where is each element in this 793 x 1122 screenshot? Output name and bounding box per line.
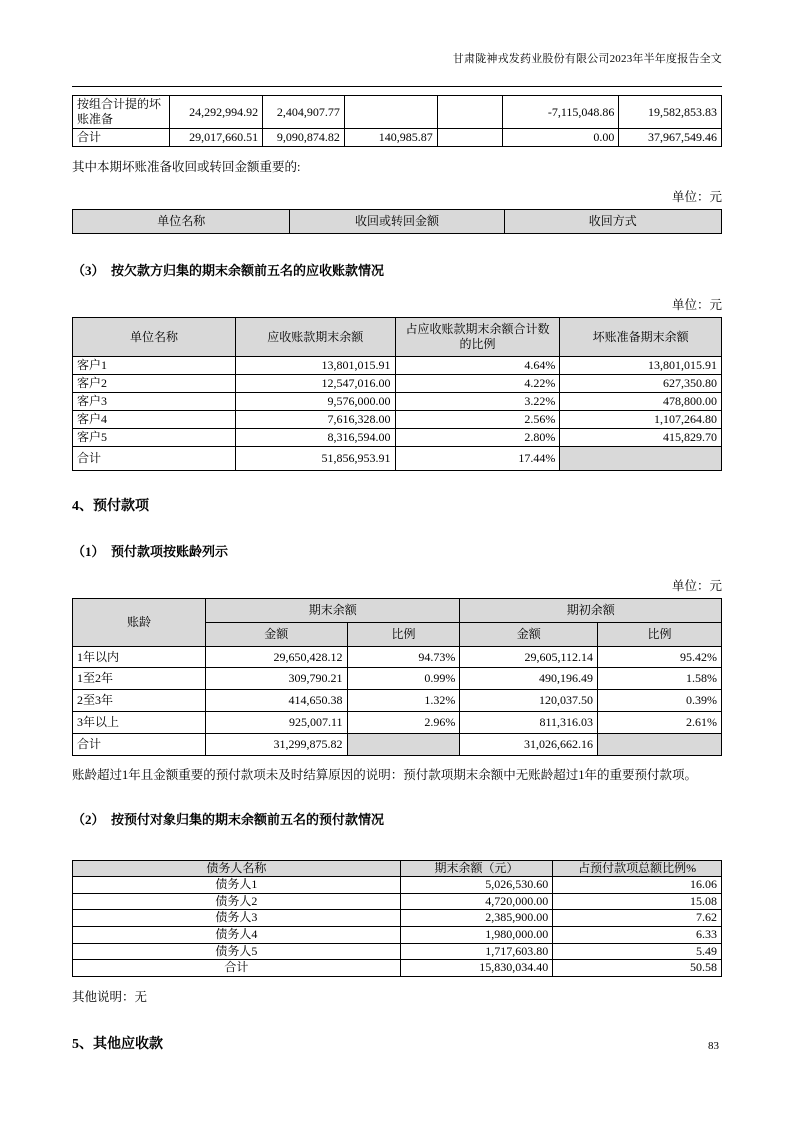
table-row — [73, 893, 722, 910]
column-header: 收回方式 — [504, 210, 721, 234]
shaded-cell — [598, 733, 722, 755]
amount-cell: 5,026,530.60 — [400, 877, 553, 894]
aging-explanation-note: 账龄超过1年且金额重要的预付款项未及时结算原因的说明：预付款项期末余额中无账龄超过1年的重要预付款项。 — [72, 767, 698, 782]
amount-cell: 29,650,428.12 — [206, 646, 347, 668]
customer-name: 客户5 — [73, 429, 236, 447]
debtor-name: 债务人2 — [73, 893, 401, 910]
report-header-title: 甘肃陇神戎发药业股份有限公司2023年半年度报告全文 — [452, 53, 722, 65]
ratio-cell: 2.61% — [598, 711, 722, 733]
amount-cell: 9,576,000.00 — [235, 393, 395, 411]
column-header: 账龄 — [73, 599, 206, 647]
amount-cell: 12,547,016.00 — [235, 375, 395, 393]
amount-cell: 1,717,603.80 — [400, 943, 553, 960]
row-label: 合计 — [73, 960, 401, 977]
table-row — [73, 393, 722, 411]
column-header: 金额 — [460, 622, 598, 646]
table-row — [73, 943, 722, 960]
ratio-cell: 0.99% — [347, 668, 460, 690]
amount-cell: 414,650.38 — [206, 690, 347, 712]
amount-cell: 4,720,000.00 — [400, 893, 553, 910]
column-header: 期末余额（元） — [400, 860, 553, 877]
table-row — [73, 429, 722, 447]
table-header-row — [73, 210, 722, 234]
column-header: 金额 — [206, 622, 347, 646]
table-row — [73, 646, 722, 668]
amount-cell: 8,316,594.00 — [235, 429, 395, 447]
ratio-cell: 1.32% — [347, 690, 460, 712]
amount-cell: 120,037.50 — [460, 690, 598, 712]
section-3-heading: （3） 按欠款方归集的期末余额前五名的应收账款情况 — [72, 263, 385, 278]
unit-label: 单位：元 — [671, 190, 722, 204]
other-note: 其他说明：无 — [72, 989, 148, 1004]
debtor-name: 债务人5 — [73, 943, 401, 960]
column-header: 占预付款项总额比例% — [553, 860, 722, 877]
empty-cell — [344, 96, 437, 129]
amount-cell: 7,616,328.00 — [235, 411, 395, 429]
amount-cell: 31,299,875.82 — [206, 733, 347, 755]
amount-cell: 2,404,907.77 — [263, 96, 345, 129]
amount-cell: 15,830,034.40 — [400, 960, 553, 977]
table-row — [73, 668, 722, 690]
column-header: 债务人名称 — [73, 860, 401, 877]
section-5-heading: 5、其他应收款 — [72, 1036, 163, 1052]
table-row — [73, 690, 722, 712]
amount-cell: 51,856,953.91 — [235, 447, 395, 471]
amount-cell: 925,007.11 — [206, 711, 347, 733]
amount-cell: 309,790.21 — [206, 668, 347, 690]
amount-cell: 31,026,662.16 — [460, 733, 598, 755]
customer-name: 客户2 — [73, 375, 236, 393]
aging-label: 2至3年 — [73, 690, 206, 712]
amount-cell: 0.00 — [502, 129, 619, 147]
table-row — [73, 411, 722, 429]
amount-cell: 415,829.70 — [560, 429, 722, 447]
prepayments-aging-table — [72, 598, 722, 756]
shaded-cell — [560, 447, 722, 471]
column-header: 单位名称 — [73, 210, 290, 234]
ratio-cell: 2.96% — [347, 711, 460, 733]
amount-cell: 13,801,015.91 — [560, 357, 722, 375]
ratio-cell: 16.06 — [553, 877, 722, 894]
report-header — [72, 50, 722, 87]
ratio-cell: 2.56% — [395, 411, 560, 429]
ratio-cell: 4.22% — [395, 375, 560, 393]
amount-cell: 478,800.00 — [560, 393, 722, 411]
section-4-2-heading: （2） 按预付对象归集的期末余额前五名的预付款情况 — [72, 811, 385, 827]
ratio-cell: 5.49 — [553, 943, 722, 960]
empty-cell — [437, 96, 502, 129]
debtor-name: 债务人4 — [73, 926, 401, 943]
debtor-name: 债务人3 — [73, 910, 401, 927]
column-group-header: 期初余额 — [460, 599, 722, 623]
table-total-row — [73, 960, 722, 977]
page-number: 83 — [708, 1040, 719, 1052]
ratio-cell: 17.44% — [395, 447, 560, 471]
amount-cell: 627,350.80 — [560, 375, 722, 393]
ratio-cell: 2.80% — [395, 429, 560, 447]
amount-cell: 2,385,900.00 — [400, 910, 553, 927]
unit-label: 单位：元 — [671, 298, 722, 312]
bad-debt-provision-table — [72, 95, 722, 147]
table-total-row — [73, 447, 722, 471]
table-row — [73, 96, 722, 129]
column-header: 收回或转回金额 — [290, 210, 504, 234]
amount-cell: 24,292,994.92 — [170, 96, 263, 129]
table-row — [73, 877, 722, 894]
ratio-cell: 50.58 — [553, 960, 722, 977]
row-label: 合计 — [73, 447, 236, 471]
ratio-cell: 4.64% — [395, 357, 560, 375]
amount-cell: 811,316.03 — [460, 711, 598, 733]
ratio-cell: 7.62 — [553, 910, 722, 927]
column-header: 比例 — [347, 622, 460, 646]
row-label: 按组合计提的坏账准备 — [73, 96, 170, 129]
customer-name: 客户1 — [73, 357, 236, 375]
column-header: 应收账款期末余额 — [235, 318, 395, 357]
amount-cell: 37,967,549.46 — [619, 129, 722, 147]
receivables-top5-table — [72, 317, 722, 471]
amount-cell: 9,090,874.82 — [263, 129, 345, 147]
ratio-cell: 0.39% — [598, 690, 722, 712]
aging-label: 1至2年 — [73, 668, 206, 690]
table-row — [73, 375, 722, 393]
empty-cell — [437, 129, 502, 147]
ratio-cell: 15.08 — [553, 893, 722, 910]
amount-cell: 13,801,015.91 — [235, 357, 395, 375]
table-total-row — [73, 129, 722, 147]
amount-cell: 490,196.49 — [460, 668, 598, 690]
table-row — [73, 711, 722, 733]
amount-cell: 1,107,264.80 — [560, 411, 722, 429]
section-4-heading: 4、预付款项 — [72, 499, 149, 514]
column-header: 比例 — [598, 622, 722, 646]
aging-label: 3年以上 — [73, 711, 206, 733]
aging-label: 1年以内 — [73, 646, 206, 668]
row-label: 合计 — [73, 733, 206, 755]
table-header-row — [73, 860, 722, 877]
recovery-note: 其中本期坏账准备收回或转回金额重要的: — [72, 160, 301, 174]
shaded-cell — [347, 733, 460, 755]
amount-cell: -7,115,048.86 — [502, 96, 619, 129]
customer-name: 客户4 — [73, 411, 236, 429]
amount-cell: 1,980,000.00 — [400, 926, 553, 943]
unit-label: 单位：元 — [671, 579, 722, 593]
table-row — [73, 357, 722, 375]
column-group-header: 期末余额 — [206, 599, 460, 623]
row-label: 合计 — [73, 129, 170, 147]
amount-cell: 19,582,853.83 — [619, 96, 722, 129]
table-header-row — [73, 599, 722, 623]
section-4-1-heading: （1） 预付款项按账龄列示 — [72, 544, 229, 559]
ratio-cell: 6.33 — [553, 926, 722, 943]
amount-cell: 29,605,112.14 — [460, 646, 598, 668]
table-total-row — [73, 733, 722, 755]
ratio-cell: 95.42% — [598, 646, 722, 668]
column-header: 坏账准备期末余额 — [560, 318, 722, 357]
table-header-row — [73, 318, 722, 357]
column-header: 占应收账款期末余额合计数的比例 — [395, 318, 560, 357]
ratio-cell: 94.73% — [347, 646, 460, 668]
column-header: 单位名称 — [73, 318, 236, 357]
debtor-name: 债务人1 — [73, 877, 401, 894]
recovery-table — [72, 209, 722, 234]
customer-name: 客户3 — [73, 393, 236, 411]
ratio-cell: 1.58% — [598, 668, 722, 690]
prepayments-top5-table — [72, 860, 722, 977]
amount-cell: 29,017,660.51 — [170, 129, 263, 147]
table-row — [73, 926, 722, 943]
table-row — [73, 910, 722, 927]
ratio-cell: 3.22% — [395, 393, 560, 411]
amount-cell: 140,985.87 — [344, 129, 437, 147]
